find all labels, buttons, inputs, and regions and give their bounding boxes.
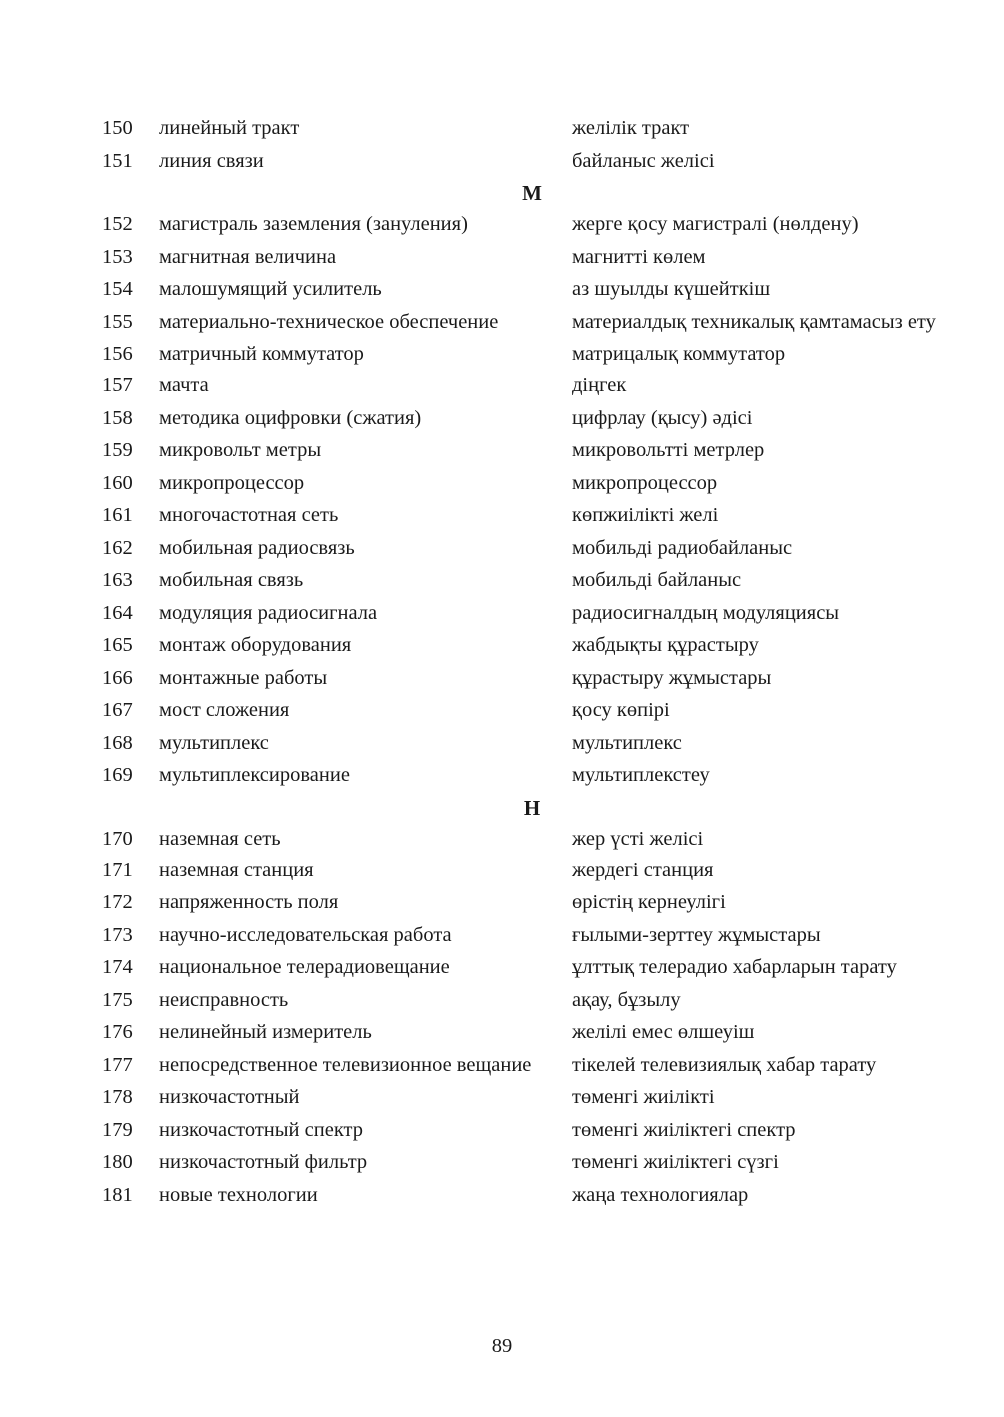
term-number: 168 (102, 731, 133, 754)
glossary-row (0, 888, 1004, 916)
glossary-row (0, 308, 1004, 336)
kazakh-term: ұлттық телерадио хабарларын тарату (572, 956, 897, 978)
term-number: 156 (102, 343, 133, 365)
kazakh-term: ақау, бұзылу (572, 988, 681, 1011)
term-number: 163 (102, 569, 133, 591)
term-number: 181 (102, 1183, 133, 1206)
glossary-row (0, 1083, 1004, 1111)
kazakh-term: төменгі жиіліктегі сүзгі (572, 1151, 779, 1173)
glossary-row (0, 469, 1004, 497)
kazakh-term: аз шуылды күшейткіш (572, 278, 771, 300)
kazakh-term: радиосигналдың модуляциясы (572, 601, 840, 624)
glossary-row (0, 1051, 1004, 1079)
kazakh-term: магнитті көлем (572, 245, 706, 268)
kazakh-term: ғылыми-зерттеу жұмыстары (572, 923, 821, 946)
kazakh-term: желілі емес өлшеуіш (572, 1021, 755, 1043)
term-number: 173 (102, 923, 133, 946)
term-number: 151 (102, 149, 133, 172)
term-number: 179 (102, 1118, 133, 1141)
glossary-row (0, 1181, 1004, 1209)
glossary-row (0, 210, 1004, 238)
glossary-row (0, 243, 1004, 271)
russian-term: низкочастотный спектр (159, 1118, 363, 1141)
kazakh-term: қосу көпірі (572, 699, 670, 721)
russian-term: мобильная связь (159, 569, 304, 591)
glossary-row (0, 921, 1004, 949)
kazakh-term: өрістің кернеулігі (572, 891, 726, 913)
kazakh-term: жаңа технологиялар (572, 1183, 749, 1206)
russian-term: матричный коммутатор (159, 343, 364, 365)
glossary-row (0, 761, 1004, 789)
kazakh-term: мультиплекстеу (572, 764, 710, 786)
russian-term: микровольт метры (159, 439, 322, 461)
glossary-row (0, 986, 1004, 1014)
kazakh-term: микровольтті метрлер (572, 439, 765, 461)
glossary-list (0, 114, 1004, 1213)
glossary-row (0, 729, 1004, 757)
kazakh-term: құрастыру жұмыстары (572, 666, 772, 689)
russian-term: материально-техническое обеспечение (159, 310, 499, 333)
russian-term: наземная сеть (159, 827, 281, 850)
term-number: 180 (102, 1151, 133, 1173)
term-number: 158 (102, 406, 133, 429)
term-number: 153 (102, 245, 133, 268)
russian-term: малошумящий усилитель (159, 278, 382, 300)
russian-term: мобильная радиосвязь (159, 536, 355, 559)
term-number: 159 (102, 439, 133, 461)
term-number: 161 (102, 504, 133, 526)
term-number: 175 (102, 988, 133, 1011)
kazakh-term: мультиплекс (572, 731, 682, 754)
term-number: 154 (102, 278, 133, 300)
kazakh-term: желілік тракт (572, 117, 690, 139)
russian-term: неисправность (159, 988, 289, 1011)
russian-term: микропроцессор (159, 471, 305, 494)
russian-term: мачта (159, 374, 209, 396)
kazakh-term: төменгі жиіліктегі спектр (572, 1118, 796, 1141)
kazakh-term: мобильді радиобайланыс (572, 536, 793, 559)
kazakh-term: төменгі жиілікті (572, 1086, 715, 1108)
kazakh-term: көпжиілікті желі (572, 504, 719, 526)
glossary-row (0, 404, 1004, 432)
kazakh-term: жерге қосу магистралі (нөлдену) (572, 213, 859, 235)
russian-term: наземная станция (159, 858, 314, 881)
term-number: 150 (102, 117, 133, 139)
glossary-row (0, 275, 1004, 303)
term-number: 160 (102, 471, 133, 494)
glossary-row (0, 599, 1004, 627)
glossary-row (0, 340, 1004, 368)
term-number: 164 (102, 601, 133, 624)
russian-term: нелинейный измеритель (159, 1021, 372, 1043)
russian-term: магнитная величина (159, 245, 337, 268)
kazakh-term: жер үсті желісі (572, 827, 704, 850)
russian-term: низкочастотный (159, 1086, 300, 1108)
term-number: 178 (102, 1086, 133, 1108)
term-number: 170 (102, 827, 133, 850)
kazakh-term: жабдықты құрастыру (572, 634, 759, 656)
russian-term: непосредственное телевизионное вещание (159, 1053, 532, 1076)
glossary-row (0, 631, 1004, 659)
term-number: 176 (102, 1021, 133, 1043)
russian-term: модуляция радиосигнала (159, 601, 378, 624)
russian-term: научно-исследовательская работа (159, 923, 452, 946)
term-number: 167 (102, 699, 133, 721)
glossary-row (0, 147, 1004, 175)
russian-term: низкочастотный фильтр (159, 1151, 368, 1173)
russian-term: монтаж оборудования (159, 634, 352, 656)
kazakh-term: мобильді байланыс (572, 569, 742, 591)
kazakh-term: тікелей телевизиялық хабар тарату (572, 1053, 877, 1076)
kazakh-term: цифрлау (қысу) әдісі (572, 406, 753, 429)
term-number: 174 (102, 956, 133, 978)
russian-term: напряженность поля (159, 891, 339, 913)
kazakh-term: матрицалық коммутатор (572, 343, 786, 365)
term-number: 177 (102, 1053, 133, 1076)
term-number: 155 (102, 310, 133, 333)
glossary-row (0, 371, 1004, 399)
glossary-row (0, 501, 1004, 529)
glossary-row (0, 566, 1004, 594)
term-number: 166 (102, 666, 133, 689)
russian-term: методика оцифровки (сжатия) (159, 406, 422, 429)
glossary-row (0, 1018, 1004, 1046)
glossary-row (0, 534, 1004, 562)
term-number: 172 (102, 891, 133, 913)
russian-term: линейный тракт (159, 117, 300, 139)
russian-term: мультиплексирование (159, 764, 350, 786)
glossary-row (0, 436, 1004, 464)
russian-term: магистраль заземления (зануления) (159, 213, 468, 235)
glossary-row (0, 825, 1004, 853)
term-number: 171 (102, 858, 133, 881)
russian-term: многочастотная сеть (159, 504, 339, 526)
glossary-row (0, 114, 1004, 142)
term-number: 162 (102, 536, 133, 559)
kazakh-term: жердегі станция (572, 858, 714, 881)
russian-term: монтажные работы (159, 666, 328, 689)
glossary-row (0, 664, 1004, 692)
term-number: 152 (102, 213, 133, 235)
page-number: 89 (491, 1335, 513, 1357)
russian-term: национальное телерадиовещание (159, 956, 450, 978)
kazakh-term: материалдық техникалық қамтамасыз ету (572, 310, 936, 333)
russian-term: новые технологии (159, 1183, 318, 1206)
glossary-row (0, 953, 1004, 981)
term-number: 169 (102, 764, 133, 786)
term-number: 165 (102, 634, 133, 656)
russian-term: мультиплекс (159, 731, 269, 754)
glossary-row (0, 1148, 1004, 1176)
kazakh-term: микропроцессор (572, 471, 718, 494)
russian-term: линия связи (159, 149, 264, 172)
term-number: 157 (102, 374, 133, 396)
glossary-row (0, 1116, 1004, 1144)
glossary-row (0, 856, 1004, 884)
section-letter: М (522, 181, 542, 205)
kazakh-term: діңгек (572, 374, 627, 396)
kazakh-term: байланыс желісі (572, 149, 715, 172)
russian-term: мост сложения (159, 699, 290, 721)
glossary-row (0, 696, 1004, 724)
section-letter: Н (523, 795, 541, 820)
